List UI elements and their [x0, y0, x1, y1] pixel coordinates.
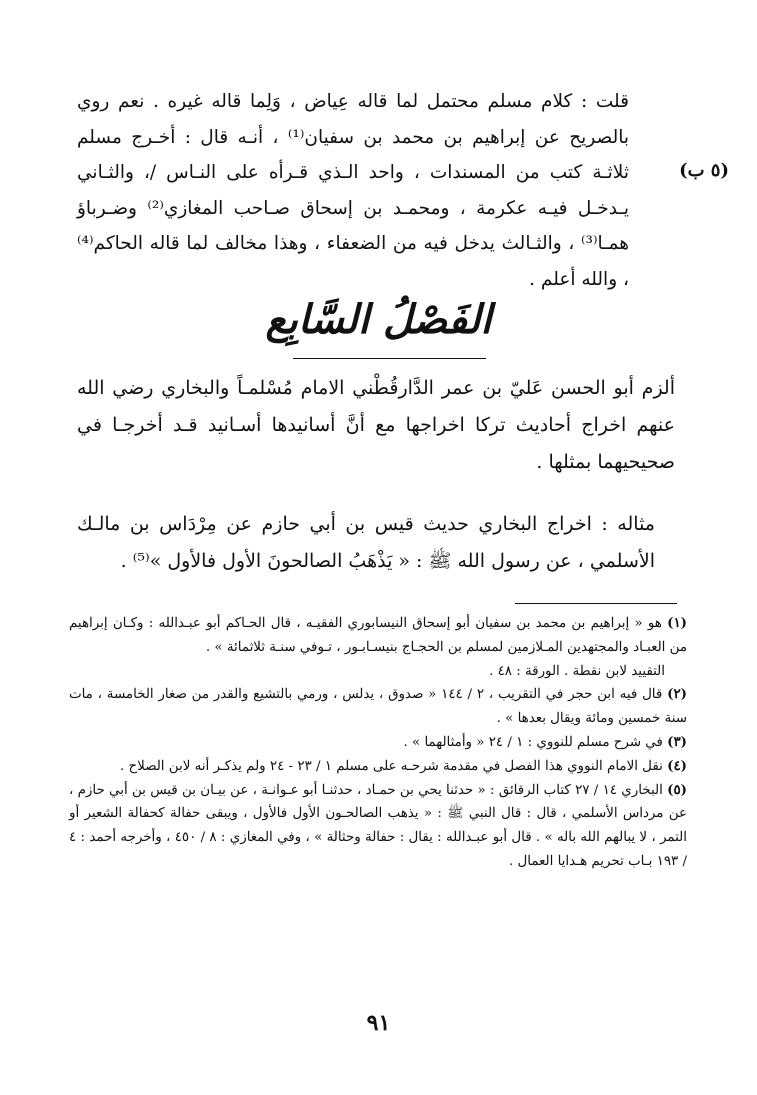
footnote-1 [69, 612, 687, 660]
footnote-text: هو « إبراهيم بن محمد بن سفيان أبو إسحاق النيسابوري الفقيـه ، قال الحـاكم أبو عبـدالله : وكـان إبراهيم من العبـاد والمجتهدين المـلازمين لمسلم بن الحجـاج بنيسـابـور ، تـوفي سنـة ثلاثمائة » . [69, 616, 687, 655]
footnote-number: (٣) [667, 733, 687, 750]
chapter-title: الفَصْلُ السَّابِع [265, 296, 492, 343]
footnote-4 [69, 755, 687, 779]
footnote-number: (٢) [667, 686, 687, 703]
paragraph-1 [77, 84, 675, 297]
paragraph-2 [77, 370, 675, 481]
paragraph-2-text: ألزم أبو الحسن عَليّ بن عمر الدَّارقُطْني الامام مُسْلمـاً والبخاري رضي الله عنهم اخراج أحاديث تركا اخراجها مع أنَّ أسانيدها أسـانيد قـد أخرجـا في صحيحيهما بمثلها . [77, 377, 675, 473]
footnote-number: (١) [667, 615, 687, 631]
footnote-text: في شرح مسلم للنووي : ١ / ٢٤ « وأمثالهما » . [403, 734, 663, 750]
footnote-text: نقل الامام النووي هذا الفصل في مقدمة شرحـه على مسلم ١ / ٢٣ - ٢٤ ولم يذكـر أنه لابن الصلاح . [119, 758, 663, 774]
footnote-text: البخاري ١٤ / ٢٧ كتاب الرقائق : « حدثنا يحي بن حمـاد ، حدثنـا أبو عـوانـة ، عن بيـان بن قيس بن أبي حازم ، عن مرداس الأسلمي ، قال : قال النبي ﷺ : « يذهب الصالحـون الأول فالأول ، ويبقى حفالة كحفالة الشعير أو التمر ، لا يبالهم الله باله » . قال أبو عبـدالله : يقال : حفالة وحثالة » ، وفي المغازي : ٨ / ٤٥٠ ، وأخرجه أحمد : ٤ / ١٩٣ بـاب تحريم هـدايا العمال . [69, 782, 687, 869]
footnote-2 [69, 683, 687, 731]
paragraph-3-text: مثاله : اخراج البخاري حديث قيس بن أبي حازم عن مِرْدَاس بن مالـك الأسلمي ، عن رسول الله ﷺ : « يَذْهَبُ الصالحونَ الأول فالأول »⁽⁵⁾ . [77, 513, 655, 572]
footnote-number: (٥) [667, 781, 687, 798]
paragraph-3 [77, 506, 675, 580]
footnote-5 [69, 779, 687, 874]
footnotes [69, 612, 687, 874]
footnote-1-source: التقييد لابن نقطة . الورقة : ٤٨ . [489, 663, 665, 679]
page-number: ٩١ [366, 1010, 391, 1036]
footnote-separator [515, 603, 677, 604]
footnote-text: قال فيه ابن حجر في التقريب ، ٢ / ١٤٤ « صدوق ، يدلس ، ورمي بالتشيع والقدر من صغار الخامسة ، مات سنة خمسين ومائة ويقال بعدها » . [69, 687, 687, 727]
title-underline [293, 358, 486, 359]
footnote-number: (٤) [667, 757, 687, 774]
margin-folio-note: (٥ ب) [679, 160, 729, 181]
paragraph-1-text: قلت : كلام مسلم محتمل لما قاله عِياض ، وَلِما قاله غيره . نعم روي بالصريح عن إبراهيم بن محمد بن سفيان⁽¹⁾ ، أنـه قال : أخـرج مسلم ثلاثـة كتب من المسندات ، واحد الـذي قـرأه على النـاس /، والثـاني يـدخـل فيـه عكرمة ، ومحمـد بن إسحاق صـاحب المغازي⁽²⁾ وضـرباؤ همـا⁽³⁾ ، والثـالث يدخل فيه من الضعفاء ، وهذا مخالف لما قاله الحاكم⁽⁴⁾ ، والله أعلم . [77, 91, 630, 290]
footnote-3 [69, 731, 687, 755]
